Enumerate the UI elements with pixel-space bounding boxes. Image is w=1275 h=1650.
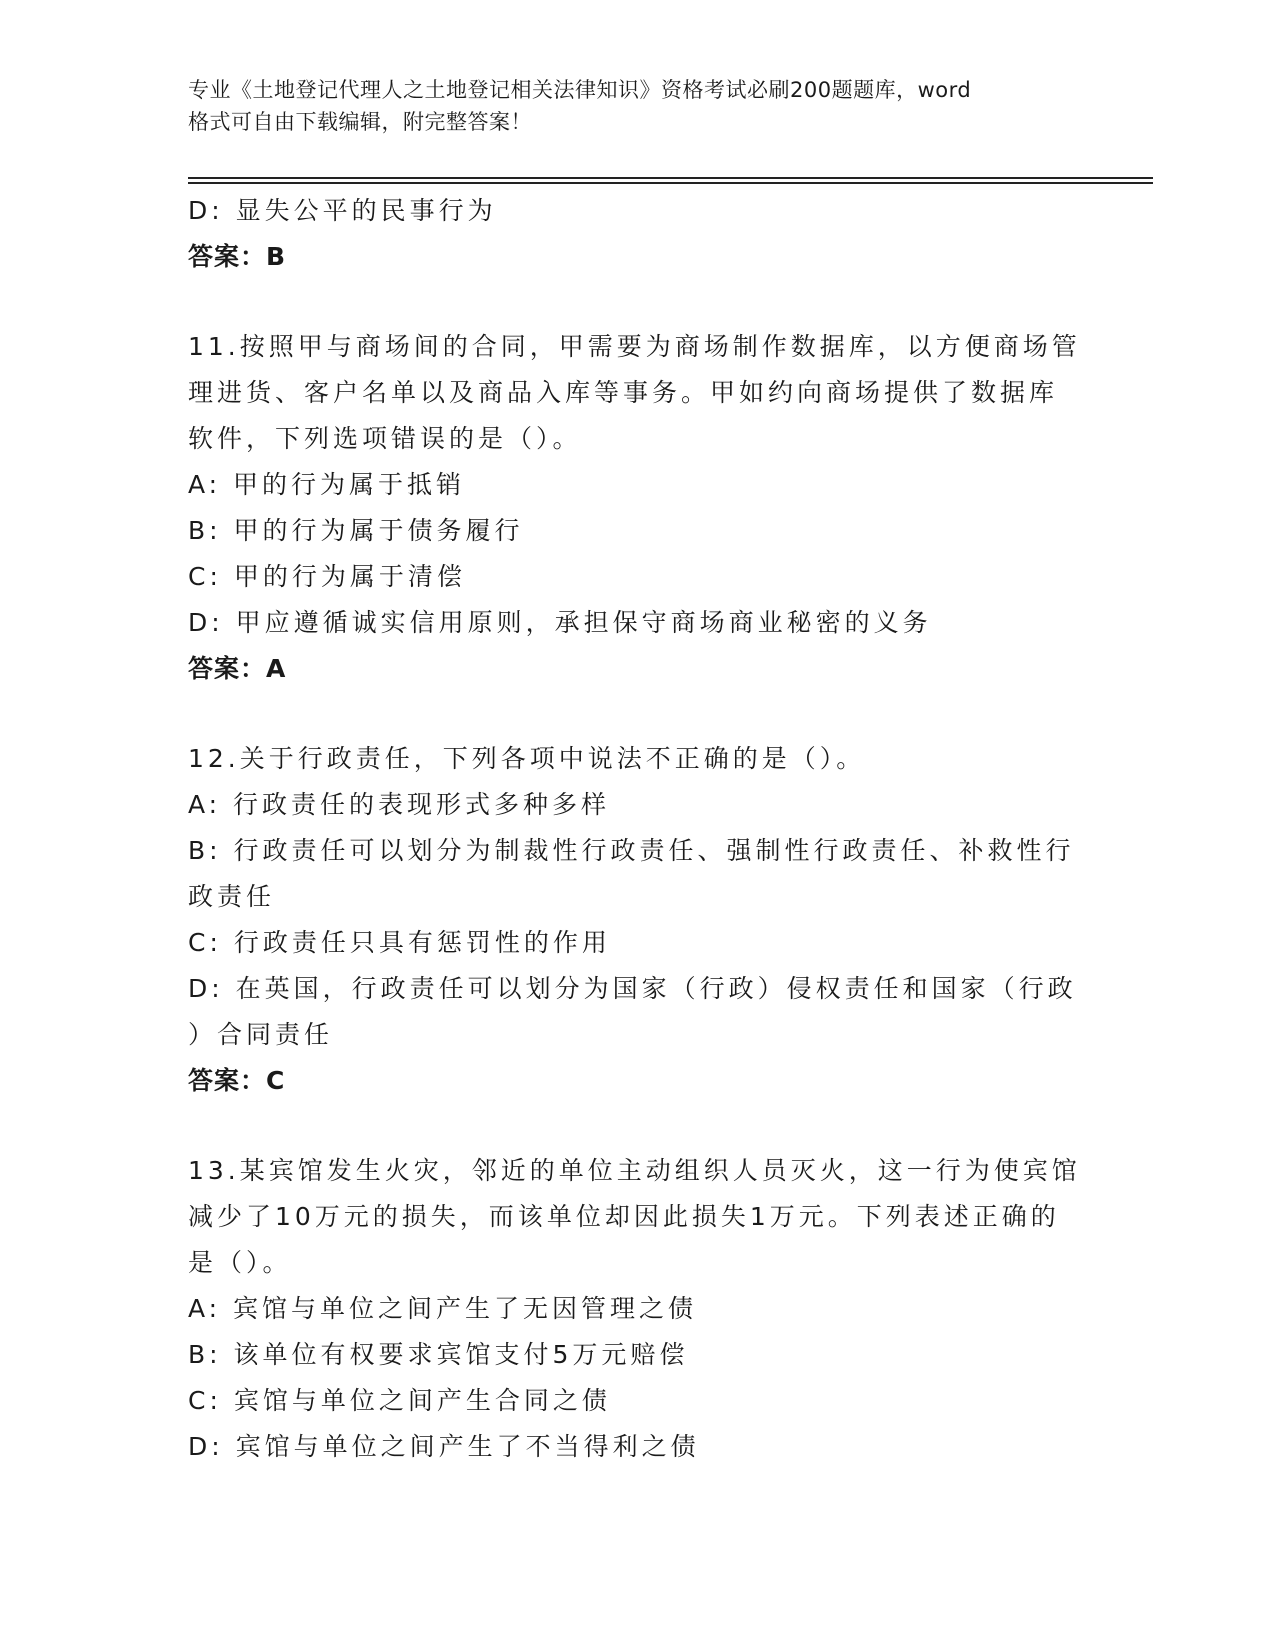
spacer <box>188 280 1088 324</box>
option-c: C: 行政责任只具有惩罚性的作用 <box>188 928 611 957</box>
question-13 <box>188 1148 1088 1470</box>
spacer <box>188 692 1088 736</box>
question-text-line: 12.关于行政责任，下列各项中说法不正确的是（）。 <box>188 744 866 773</box>
question-text-line: 11.按照甲与商场间的合同，甲需要为商场制作数据库，以方便商场管 <box>188 332 1081 361</box>
answer-line: 答案：C <box>188 1066 286 1095</box>
question-text-line: 是（）。 <box>188 1248 292 1277</box>
header-line-1: 专业《土地登记代理人之土地登记相关法律知识》资格考试必刷200题题库，word <box>188 78 972 102</box>
question-text-line: 理进货、客户名单以及商品入库等事务。甲如约向商场提供了数据库 <box>188 378 1059 407</box>
option-d: D: 甲应遵循诚实信用原则，承担保守商场商业秘密的义务 <box>188 608 932 637</box>
option-b-line-2: 政责任 <box>188 882 276 911</box>
document-body <box>188 188 1088 1470</box>
option-c: C: 甲的行为属于清偿 <box>188 562 466 591</box>
option-b-line-1: B: 行政责任可以划分为制裁性行政责任、强制性行政责任、补救性行 <box>188 836 1075 865</box>
option-d: D: 显失公平的民事行为 <box>188 196 497 225</box>
header-line-2: 格式可自由下载编辑，附完整答案！ <box>188 110 532 134</box>
option-a: A: 行政责任的表现形式多种多样 <box>188 790 611 819</box>
header-divider-top <box>188 177 1153 179</box>
question-text-line: 软件，下列选项错误的是（）。 <box>188 424 582 453</box>
document-header <box>188 74 1088 138</box>
question-11 <box>188 324 1088 692</box>
question-text-line: 减少了10万元的损失，而该单位却因此损失1万元。下列表述正确的 <box>188 1202 1060 1231</box>
option-d-line-1: D: 在英国，行政责任可以划分为国家（行政）侵权责任和国家（行政 <box>188 974 1077 1003</box>
option-a: A: 甲的行为属于抵销 <box>188 470 466 499</box>
option-c: C: 宾馆与单位之间产生合同之债 <box>188 1386 611 1415</box>
spacer <box>188 1104 1088 1148</box>
header-divider-bottom <box>188 182 1153 184</box>
option-b: B: 甲的行为属于债务履行 <box>188 516 524 545</box>
option-d-line-2: ）合同责任 <box>188 1020 334 1049</box>
option-a: A: 宾馆与单位之间产生了无因管理之债 <box>188 1294 698 1323</box>
question-12 <box>188 736 1088 1104</box>
option-b: B: 该单位有权要求宾馆支付5万元赔偿 <box>188 1340 689 1369</box>
answer-line: 答案：B <box>188 242 287 271</box>
question-text-line: 13.某宾馆发生火灾，邻近的单位主动组织人员灭火，这一行为使宾馆 <box>188 1156 1081 1185</box>
answer-line: 答案：A <box>188 654 287 683</box>
option-d: D: 宾馆与单位之间产生了不当得利之债 <box>188 1432 700 1461</box>
question-10-tail <box>188 188 1088 280</box>
